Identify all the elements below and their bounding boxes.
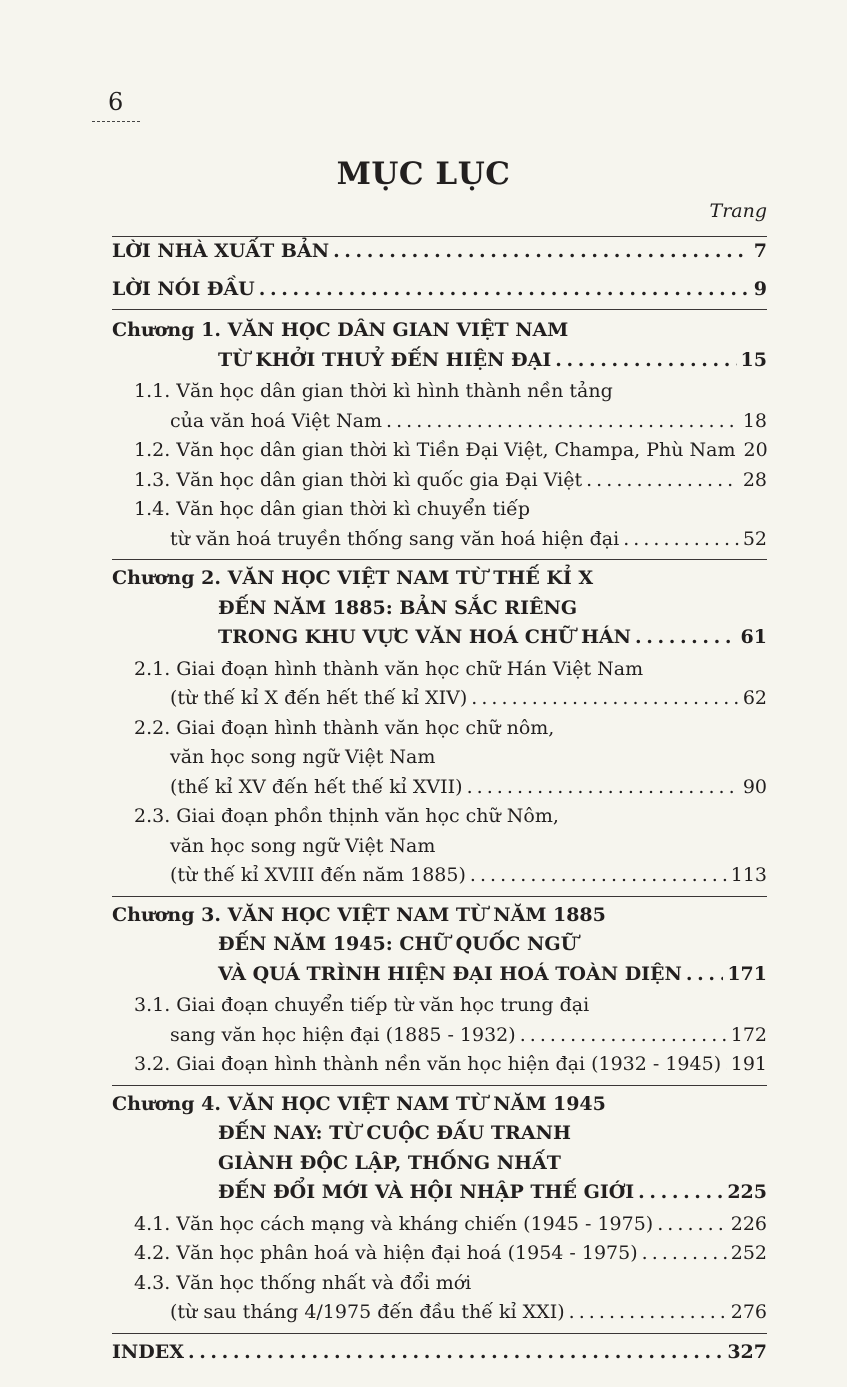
toc-entry-text: ĐẾN NĂM 1885: BẢN SẮC RIÊNG — [218, 596, 578, 619]
toc-entry-text: từ văn hoá truyền thống sang văn hoá hiện đại — [170, 527, 620, 550]
toc-entry-text: 1.1. Văn học dân gian thời kì hình thành nền tảng — [134, 380, 613, 402]
toc-section-entry[interactable] — [112, 528, 767, 558]
leader-dots — [471, 687, 739, 709]
page-number: 6 — [108, 88, 124, 116]
toc-page-number: 61 — [740, 626, 767, 648]
toc-entry-text: ĐẾN NĂM 1945: CHỮ QUỐC NGỮ — [218, 933, 578, 955]
separator-chapter — [112, 1085, 767, 1086]
toc-entry-text: 1.3. Văn học dân gian thời kì quốc gia Đại Việt — [134, 468, 583, 491]
toc-entry-text: Chương 1. VĂN HỌC DÂN GIAN VIỆT NAM — [112, 319, 569, 341]
toc-front-matter-entry[interactable] — [112, 278, 767, 308]
leader-dots — [386, 410, 739, 432]
toc-section-entry[interactable] — [112, 1024, 767, 1054]
toc-entry-text: Chương 2. VĂN HỌC VIỆT NAM TỪ THẾ KỈ X — [112, 567, 594, 589]
toc-section-entry[interactable] — [112, 498, 767, 528]
toc-entry-text: sang văn học hiện đại (1885 - 1932) — [170, 1023, 516, 1046]
toc-section-entry[interactable] — [112, 439, 767, 469]
toc-entry-text: (từ thế kỉ X đến hết thế kỉ XIV) — [170, 687, 468, 709]
toc-entry-text: 3.1. Giai đoạn chuyển tiếp từ văn học trung đại — [134, 994, 590, 1016]
toc-section-entry[interactable] — [112, 1213, 767, 1243]
toc-chapter-title[interactable] — [112, 567, 767, 597]
toc-section-entry[interactable] — [112, 1053, 767, 1083]
leader-dots — [569, 1301, 727, 1323]
toc-page-number: 20 — [743, 439, 768, 461]
leader-dots — [635, 626, 737, 648]
toc-section-entry[interactable] — [112, 805, 767, 835]
toc-chapter-title[interactable] — [112, 933, 767, 963]
leader-dots — [638, 1181, 723, 1203]
toc-chapter-title[interactable] — [112, 963, 767, 993]
toc-page-number: 327 — [727, 1340, 767, 1363]
toc-entry-text: 4.2. Văn học phân hoá và hiện đại hoá (1954 - 1975) — [134, 1242, 638, 1264]
leader-dots — [686, 963, 723, 985]
toc-chapter-title[interactable] — [112, 626, 767, 656]
toc-entry-text: 1.2. Văn học dân gian thời kì Tiền Đại Việt, Champa, Phù Nam — [134, 439, 736, 461]
toc-entry-text: TRONG KHU VỰC VĂN HOÁ CHỮ HÁN — [218, 626, 632, 648]
toc-entry-text: (từ sau tháng 4/1975 đến đầu thế kỉ XXI) — [170, 1301, 565, 1323]
leader-dots — [623, 528, 739, 550]
toc-chapter-title[interactable] — [112, 597, 767, 627]
toc-page-number: 15 — [740, 348, 767, 371]
leader-dots — [555, 349, 736, 371]
separator-chapter — [112, 559, 767, 560]
toc-page-number: 225 — [727, 1181, 767, 1203]
toc-section-entry[interactable] — [112, 864, 767, 894]
toc-section-entry[interactable] — [112, 687, 767, 717]
toc-entry-text: của văn hoá Việt Nam — [170, 409, 382, 432]
toc-entry-text: 1.4. Văn học dân gian thời kì chuyển tiếp — [134, 498, 531, 520]
separator-front-matter — [112, 309, 767, 310]
toc-section-entry[interactable] — [112, 994, 767, 1024]
toc-section-entry[interactable] — [112, 410, 767, 440]
separator-chapter — [112, 1333, 767, 1334]
toc-entry-text: 3.2. Giai đoạn hình thành nền văn học hiện đại (1932 - 1945) — [134, 1053, 722, 1075]
toc-section-entry[interactable] — [112, 1301, 767, 1331]
toc-section-entry[interactable] — [112, 746, 767, 776]
toc-page-number: 28 — [742, 468, 767, 491]
toc-section-entry[interactable] — [112, 835, 767, 865]
leader-dots — [188, 1341, 723, 1363]
toc-page-number: 7 — [753, 240, 767, 262]
leader-dots — [470, 864, 727, 886]
toc-entry-text: ĐẾN NAY: TỪ CUỘC ĐẤU TRANH — [218, 1122, 571, 1144]
toc-entry-text: 2.1. Giai đoạn hình thành văn học chữ Hán Việt Nam — [134, 657, 644, 680]
toc-entry-text: ĐẾN ĐỔI MỚI VÀ HỘI NHẬP THẾ GIỚI — [218, 1181, 635, 1203]
toc-entry-text: Chương 3. VĂN HỌC VIỆT NAM TỪ NĂM 1885 — [112, 903, 606, 926]
toc-index-entry[interactable] — [112, 1341, 767, 1371]
separator-top — [112, 236, 767, 237]
toc-chapter-title[interactable] — [112, 1093, 767, 1123]
toc-page-number: 113 — [730, 864, 767, 886]
table-of-contents — [112, 0, 767, 1387]
toc-entry-text: 2.3. Giai đoạn phồn thịnh văn học chữ Nôm, — [134, 805, 559, 827]
toc-page-number: 252 — [730, 1242, 767, 1264]
page-title: MỤC LỤC — [336, 156, 511, 192]
page-column-label: Trang — [709, 200, 767, 222]
leader-dots — [333, 240, 750, 262]
toc-entry-text: (thế kỉ XV đến hết thế kỉ XVII) — [170, 775, 463, 798]
leader-dots — [725, 1053, 727, 1075]
toc-page-number: 226 — [730, 1212, 767, 1235]
toc-section-entry[interactable] — [112, 776, 767, 806]
leader-dots — [657, 1213, 727, 1235]
toc-entry-text: văn học song ngữ Việt Nam — [170, 834, 436, 857]
toc-chapter-title[interactable] — [112, 319, 767, 349]
toc-page-number: 276 — [730, 1301, 767, 1323]
toc-chapter-title[interactable] — [112, 1122, 767, 1152]
toc-page-number: 62 — [742, 687, 767, 709]
toc-entry-text: Chương 4. VĂN HỌC VIỆT NAM TỪ NĂM 1945 — [112, 1092, 606, 1115]
toc-chapter-title[interactable] — [112, 1152, 767, 1182]
toc-front-matter-entry[interactable] — [112, 240, 767, 270]
toc-section-entry[interactable] — [112, 1272, 767, 1302]
leader-dots — [520, 1024, 727, 1046]
toc-page-number: 9 — [753, 277, 767, 300]
toc-entry-text: INDEX — [112, 1340, 184, 1363]
toc-entry-text: LỜI NHÀ XUẤT BẢN — [112, 240, 330, 262]
toc-page-number: 52 — [742, 527, 767, 550]
toc-entry-text: LỜI NÓI ĐẦU — [112, 277, 255, 300]
toc-entry-text: văn học song ngữ Việt Nam — [170, 746, 436, 768]
toc-page-number: 191 — [730, 1053, 767, 1075]
toc-section-entry[interactable] — [112, 380, 767, 410]
toc-chapter-title[interactable] — [112, 349, 767, 379]
toc-entry-text: VÀ QUÁ TRÌNH HIỆN ĐẠI HOÁ TOÀN DIỆN — [218, 962, 682, 985]
toc-entry-text: 4.3. Văn học thống nhất và đổi mới — [134, 1271, 472, 1294]
toc-page-number: 171 — [727, 962, 767, 985]
toc-entry-text: (từ thế kỉ XVIII đến năm 1885) — [170, 864, 466, 886]
toc-section-entry[interactable] — [112, 1242, 767, 1272]
leader-dots — [467, 776, 739, 798]
toc-section-entry[interactable] — [112, 717, 767, 747]
toc-section-entry[interactable] — [112, 469, 767, 499]
leader-dots — [642, 1242, 727, 1264]
toc-entry-text: TỪ KHỞI THUỶ ĐẾN HIỆN ĐẠI — [218, 348, 552, 371]
leader-dots — [259, 278, 750, 300]
toc-entry-text: 4.1. Văn học cách mạng và kháng chiến (1945 - 1975) — [134, 1212, 654, 1235]
toc-page-number: 172 — [730, 1023, 767, 1046]
toc-chapter-title[interactable] — [112, 904, 767, 934]
toc-chapter-title[interactable] — [112, 1181, 767, 1211]
separator-chapter — [112, 896, 767, 897]
leader-dots — [586, 469, 739, 491]
toc-page-number: 90 — [742, 775, 767, 798]
toc-section-entry[interactable] — [112, 658, 767, 688]
toc-page-number: 18 — [742, 409, 767, 432]
toc-entry-text: GIÀNH ĐỘC LẬP, THỐNG NHẤT — [218, 1151, 561, 1174]
toc-entry-text: 2.2. Giai đoạn hình thành văn học chữ nôm, — [134, 716, 555, 739]
